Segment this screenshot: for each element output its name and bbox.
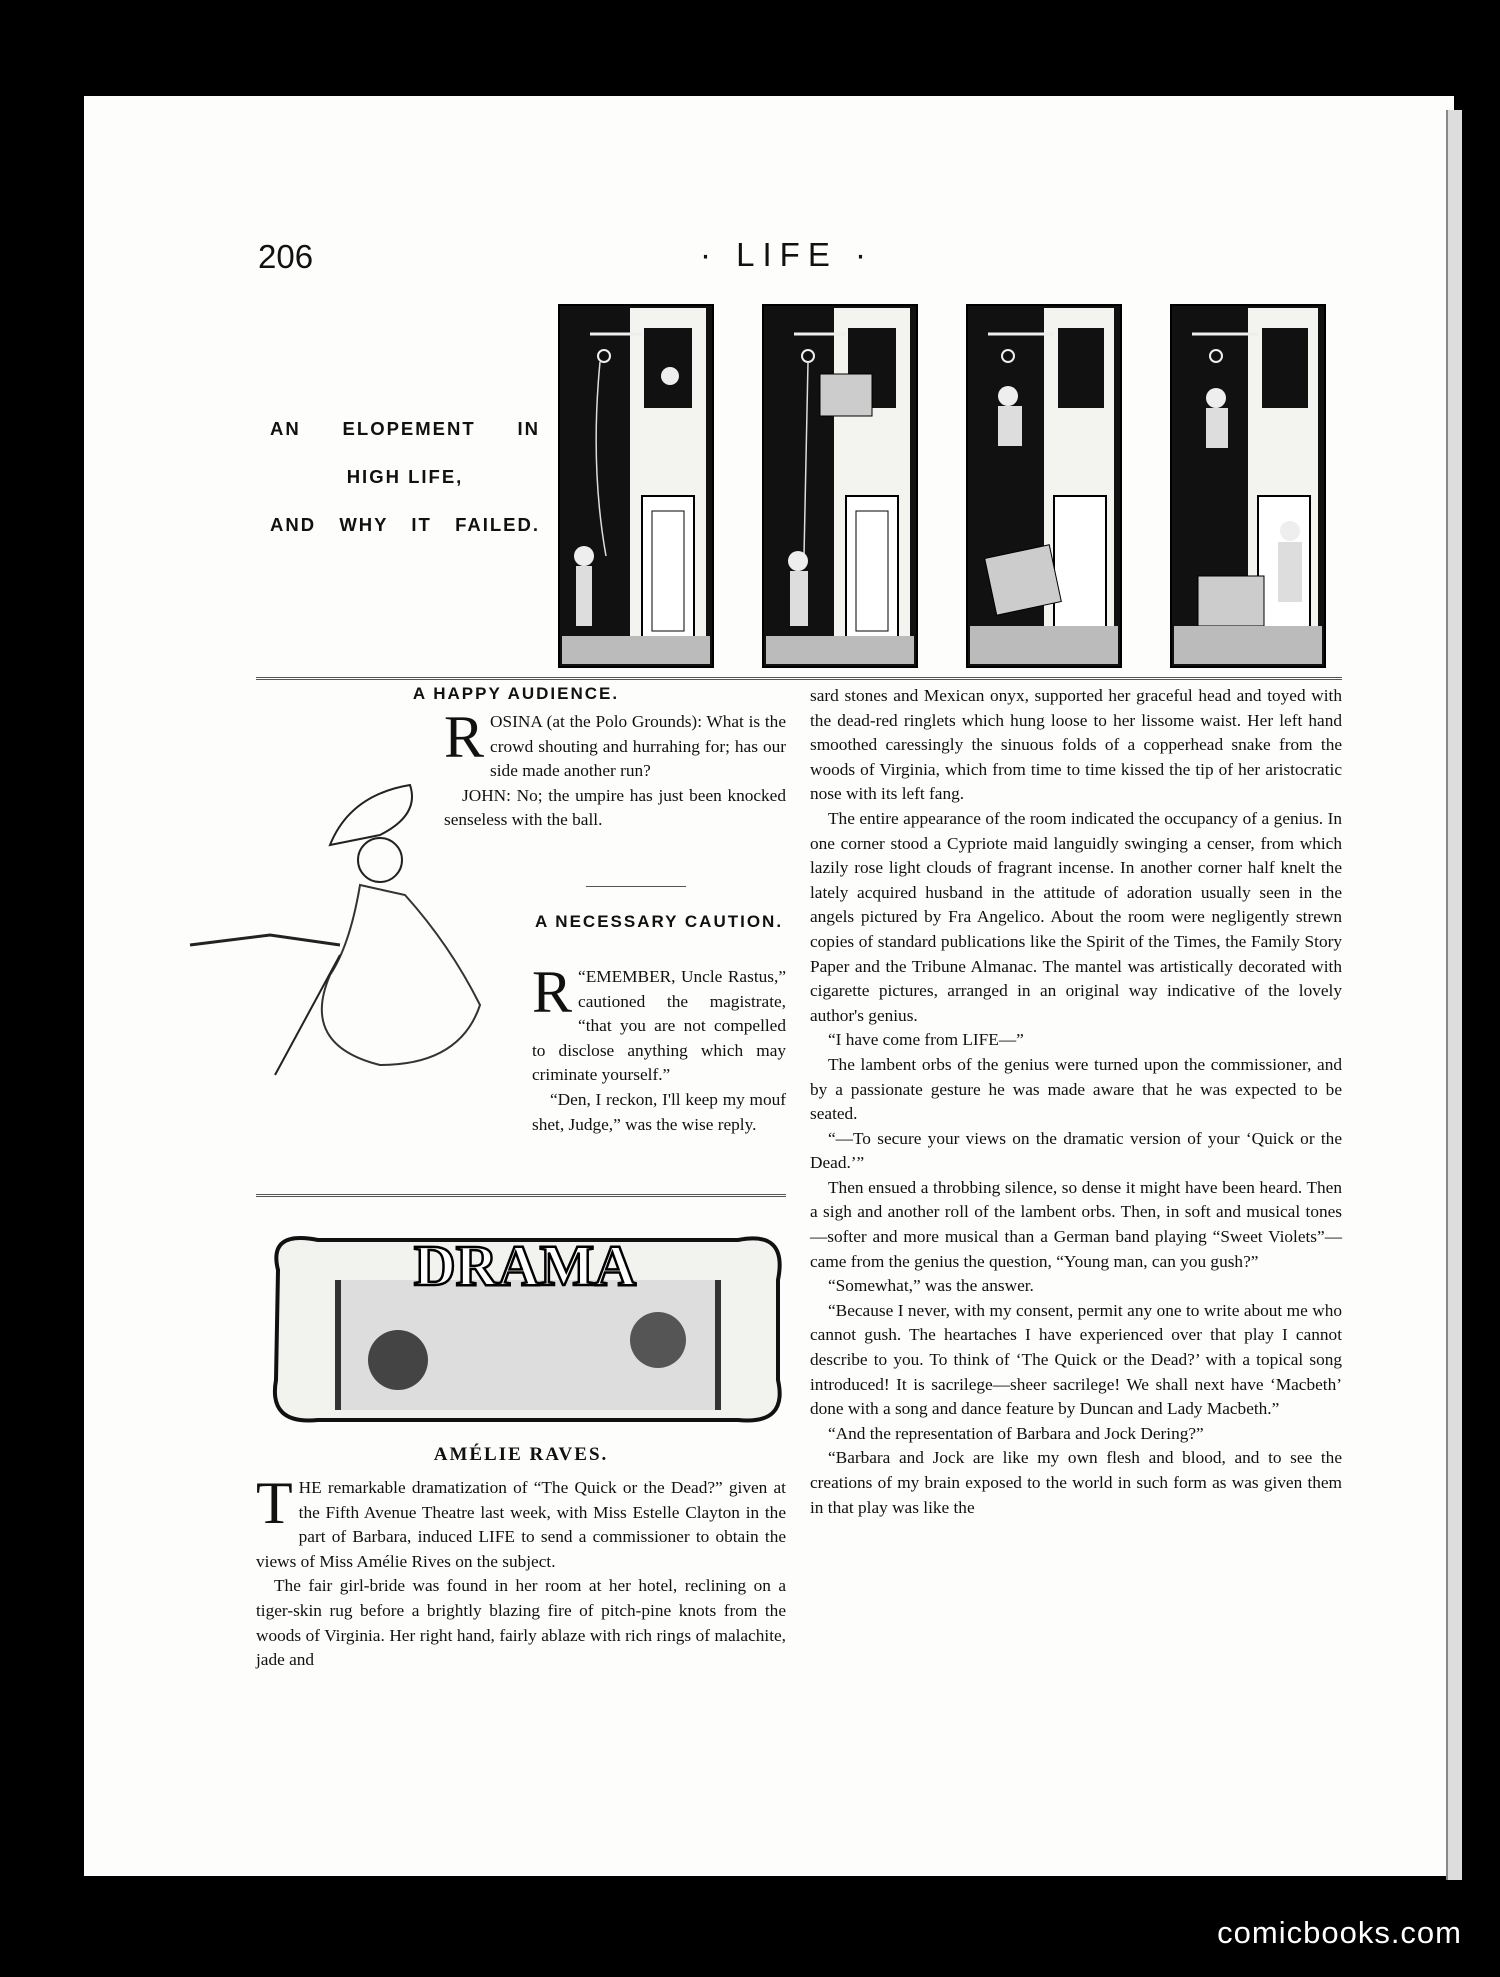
amelie-left-text xyxy=(256,1470,786,1673)
elopement-title xyxy=(270,405,540,549)
elopement-panel-2 xyxy=(762,304,918,668)
caution-p2: “Den, I reckon, I'll keep my mouf shet, Judge,” was the wise reply. xyxy=(532,1089,786,1134)
happy-audience-text xyxy=(444,704,786,833)
amelie-right-p4: The lambent orbs of the genius were turned upon the commissioner, and by a passionate gesture he was made aware that he was expected to be seated. xyxy=(810,1054,1342,1124)
drop-cap: R xyxy=(532,959,573,1025)
drama-banner xyxy=(258,1210,792,1440)
amelie-right-column xyxy=(810,684,1342,1520)
short-rule xyxy=(586,886,686,887)
page-number: 206 xyxy=(258,238,314,275)
elopement-panel-3 xyxy=(966,304,1122,668)
amelie-right-p7: “Somewhat,” was the answer. xyxy=(828,1276,1034,1296)
amelie-right-p3: “I have come from LIFE—” xyxy=(828,1030,1024,1050)
elopement-title-line: AND WHY IT FAILED. xyxy=(270,514,540,535)
masthead: · LIFE · xyxy=(700,236,875,273)
drop-cap: R xyxy=(444,704,485,770)
amelie-right-p9: “And the representation of Barbara and Jock Dering?” xyxy=(828,1423,1204,1443)
caution-heading: A NECESSARY CAUTION. xyxy=(534,912,784,931)
happy-audience-p1: OSINA (at the Polo Grounds): What is the crowd shouting and hurrahing for; has our side made another run? xyxy=(490,712,786,781)
speaker-name: JOHN xyxy=(462,785,507,805)
drop-cap: T xyxy=(256,1470,293,1536)
happy-audience-p2: : No; the umpire has just been knocked senseless with the ball. xyxy=(444,785,786,830)
amelie-right-p6: Then ensued a throbbing silence, so dense it might have been heard. Then a sigh and another roll of the lambent orbs. Then, in soft and musical tones—softer and more musical than a German band playing “Sweet Violets”—came from the genius the question, “Young man, can you gush?” xyxy=(810,1177,1342,1271)
amelie-p2: The fair girl-bride was found in her room at her hotel, reclining on a tiger-skin rug before a brightly blazing fire of pitch-pine knots from the woods of Virginia. Her right hand, fairly ablaze with rich rings of malachite, jade and xyxy=(256,1576,786,1670)
section-rule xyxy=(256,1194,786,1197)
next-page-edge xyxy=(1446,110,1462,1880)
elopement-title-line: HIGH LIFE, xyxy=(346,466,464,487)
amelie-heading: AMÉLIE RAVES. xyxy=(433,1444,609,1465)
open-quote: “ xyxy=(578,967,586,986)
elopement-title-line: AN ELOPEMENT IN xyxy=(270,418,540,439)
amelie-right-p10: “Barbara and Jock are like my own flesh and blood, and to see the creations of my brain exposed to the world in such form as was given them in that play was like the xyxy=(810,1448,1342,1517)
amelie-right-p1: sard stones and Mexican onyx, supported her graceful head and toyed with the dead-red ringlets which hung loose to her lissome waist. Her left hand smoothed caressingly the sinuous folds of a copperhead snake from the woods of Virginia, which from time to time kissed the tip of her aristocratic nose with its left fang. xyxy=(810,686,1342,804)
site-watermark: comicbooks.com xyxy=(1217,1915,1462,1950)
section-rule xyxy=(256,677,1342,680)
happy-audience-heading: A HAPPY AUDIENCE. xyxy=(412,684,620,703)
amelie-right-p5: “—To secure your views on the dramatic version of your ‘Quick or the Dead.’” xyxy=(810,1128,1342,1173)
amelie-right-p8: “Because I never, with my consent, permit any one to write about me who cannot gush. The heartaches I have experienced over that play I cannot describe to you. To think of ‘The Quick or the Dead?’ with a topical song introduced! It is sacrilege—sheer sacrilege! We shall next have ‘Macbeth’ done with a song and dance feature by Duncan and Lady Macbeth.” xyxy=(810,1300,1342,1419)
drama-banner-title: DRAMA xyxy=(413,1233,637,1298)
caution-p1: EMEMBER, Uncle Rastus,” cautioned the magistrate, “that you are not compelled to disclose anything which may criminate yourself.” xyxy=(532,967,786,1085)
caution-text xyxy=(532,959,786,1137)
amelie-right-p2: The entire appearance of the room indicated the occupancy of a genius. In one corner stood a Cypriote maid languidly swinging a censer, from which lazily rose light clouds of fragrant incense. In another corner half knelt the lately acquired husband in the attitude of adoration usually seen in the angels pictured by Fra Angelico. About the room were negligently strewn copies of standard publications like the Spirit of the Times, the Family Story Paper and the Tribune Almanac. The mantel was artistically decorated with cigarette pictures, arranged in an original way indicative of the lovely author's genius. xyxy=(810,808,1342,1025)
amelie-p1: HE remarkable dramatization of “The Quick or the Dead?” given at the Fifth Avenue Theatre last week, with Miss Estelle Clayton in the part of Barbara, induced LIFE to send a commissioner to obtain the views of Miss Amélie Rives on the subject. xyxy=(256,1478,786,1571)
elopement-panel-4 xyxy=(1170,304,1326,668)
elopement-panel-1 xyxy=(558,304,714,668)
